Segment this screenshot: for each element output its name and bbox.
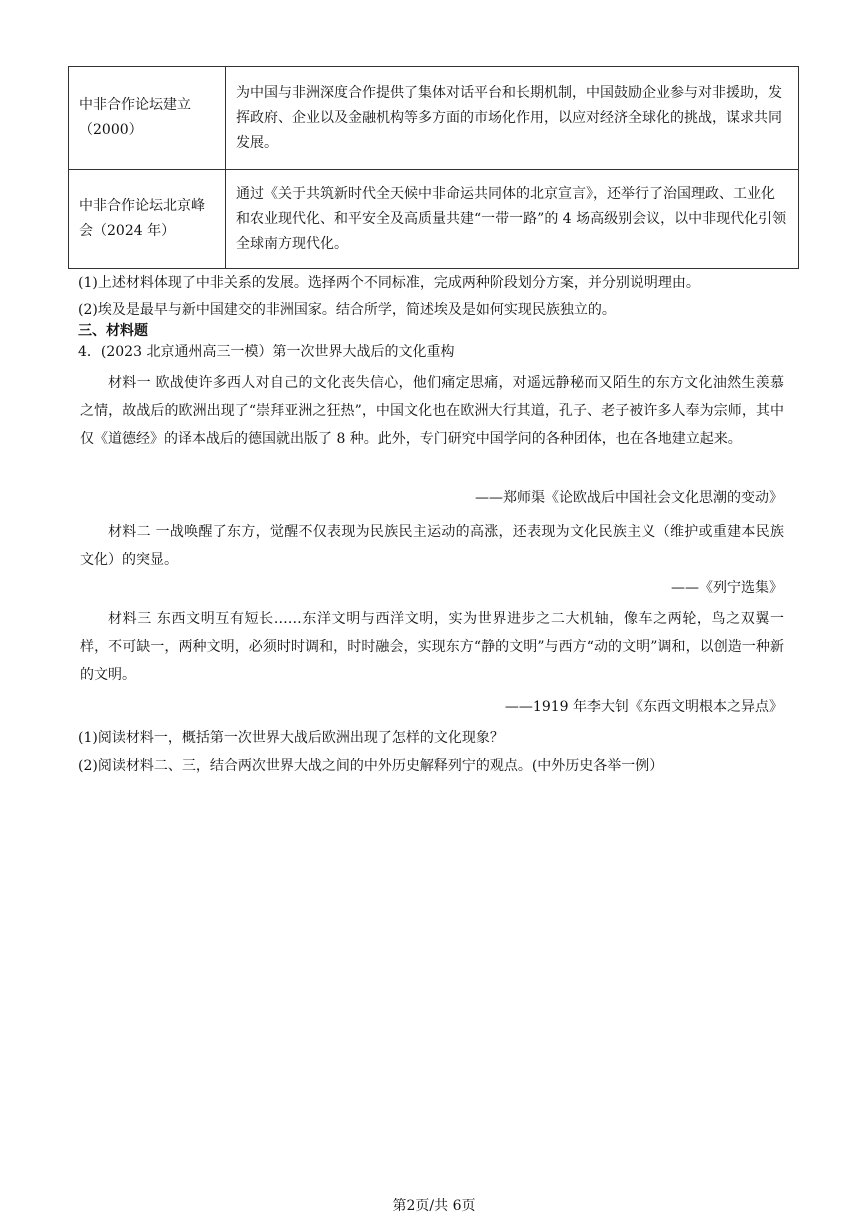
section-title: 三、材料题 [78, 323, 148, 339]
table-cell-description: 通过《关于共筑新时代全天候中非命运共同体的北京宣言》，还举行了治国理政、工业化和农业现代化、和平安全及高质量共建“一带一路”的 4 场高级别会议，以中非现代化引领全球南方现代化。 [226, 170, 799, 269]
table-cell-event: 中非合作论坛建立（2000） [69, 67, 226, 170]
table-row [69, 67, 799, 170]
material-3-source: ——1919 年李大钊《东西文明根本之异点》 [504, 699, 783, 715]
q4-header: 4．(2023 北京通州高三一模）第一次世界大战后的文化重构 [78, 344, 455, 360]
table-cell-description: 为中国与非洲深度合作提供了集体对话平台和长期机制，中国鼓励企业参与对非援助，发挥政府、企业以及金融机构等多方面的市场化作用，以应对经济全球化的挑战，谋求共同发展。 [226, 67, 799, 170]
material-1: 材料一 欧战使许多西人对自己的文化丧失信心，他们痛定思痛，对遥远静秘而又陌生的东方文化油然生羡慕之情，故战后的欧洲出现了“崇拜亚洲之狂热”，中国文化也在欧洲大行其道，孔子、老子被许多人奉为宗师，其中仅《道德经》的译本战后的德国就出版了 8 种。此外，专门研究中国学问的各种团体，也在各地建立起来。 [80, 375, 784, 447]
q4-subquestion-2: (2)阅读材料二、三，结合两次世界大战之间的中外历史解释列宁的观点。(中外历史各举一例） [78, 758, 664, 774]
material-2-source: ——《列宁选集》 [671, 580, 783, 596]
q3-subquestion-2: (2)埃及是最早与新中国建交的非洲国家。结合所学，简述埃及是如何实现民族独立的。 [78, 302, 616, 318]
material-1-source: ——郑师渠《论欧战后中国社会文化思潮的变动》 [475, 490, 783, 506]
table-row [69, 170, 799, 269]
materials-table [68, 66, 799, 269]
material-2: 材料二 一战唤醒了东方，觉醒不仅表现为民族民主运动的高涨，还表现为文化民族主义（维护或重建本民族文化）的突显。 [80, 524, 784, 568]
material-3: 材料三 东西文明互有短长……东洋文明与西洋文明，实为世界进步之二大机轴，像车之两轮，鸟之双翼一样，不可缺一，两种文明，必须时时调和，时时融会，实现东方“静的文明”与西方“动的文明”调和，以创造一种新的文明。 [80, 611, 784, 683]
table-cell-event: 中非合作论坛北京峰会（2024 年） [69, 170, 226, 269]
q3-subquestion-1: (1)上述材料体现了中非关系的发展。选择两个不同标准，完成两种阶段划分方案，并分别说明理由。 [78, 275, 700, 291]
page-number: 第2页/共 6页 [392, 1198, 476, 1214]
q4-subquestion-1: (1)阅读材料一，概括第一次世界大战后欧洲出现了怎样的文化现象？ [78, 730, 504, 746]
